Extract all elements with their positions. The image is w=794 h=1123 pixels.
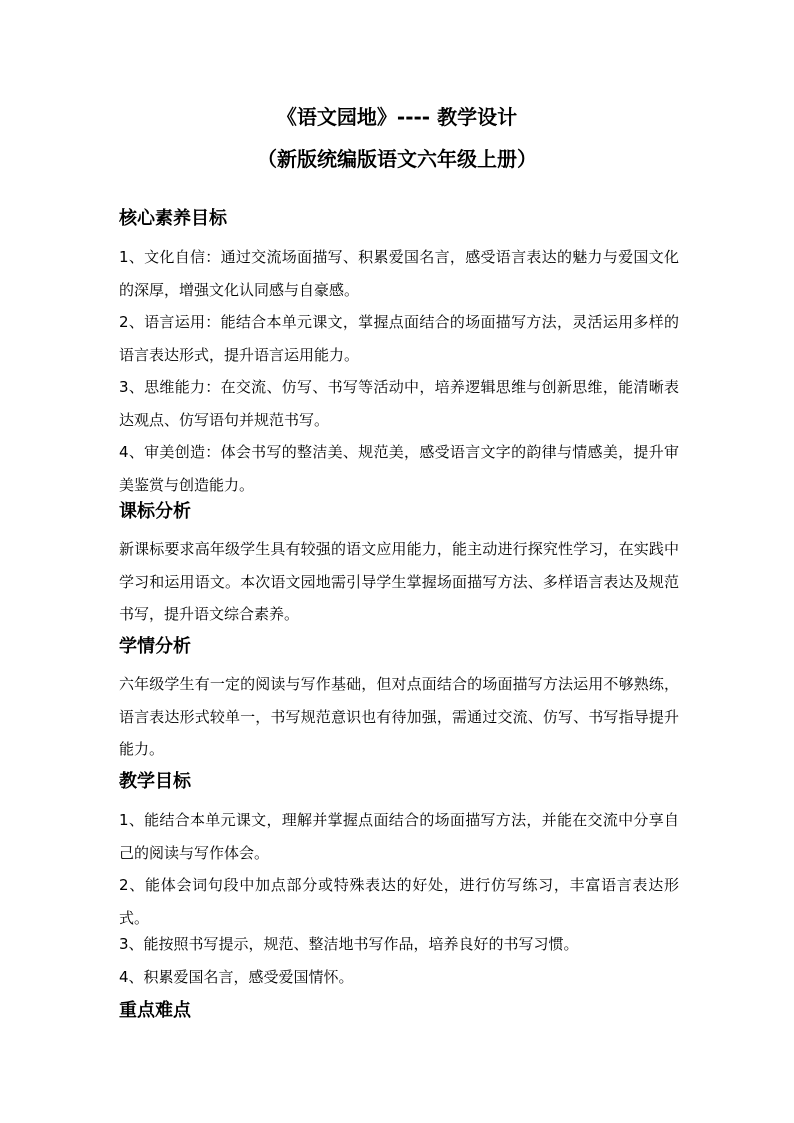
paragraph-teaching-goal-3: 3、能按照书写提示，规范、整洁地书写作品，培养良好的书写习惯。	[119, 935, 579, 953]
paragraph-core-literacy-3: 3、思维能力：在交流、仿写、书写等活动中，培养逻辑思维与创新思维，能清晰表达观点、仿写语句并规范书写。	[119, 378, 679, 429]
paragraph-teaching-goal-1: 1、能结合本单元课文，理解并掌握点面结合的场面描写方法，并能在交流中分享自己的阅读与写作体会。	[119, 811, 679, 862]
paragraph-core-literacy-4: 4、审美创造：体会书写的整洁美、规范美，感受语言文字的韵律与情感美，提升审美鉴赏与创造能力。	[119, 443, 679, 494]
document-title: 《语文园地》---- 教学设计	[276, 105, 518, 129]
section-heading-core-literacy: 核心素养目标	[119, 208, 227, 229]
document-subtitle: （新版统编版语文六年级上册）	[257, 147, 537, 171]
section-heading-student-analysis: 学情分析	[119, 636, 191, 657]
paragraph-core-literacy-2: 2、语言运用：能结合本单元课文，掌握点面结合的场面描写方法，灵活运用多样的语言表达形式，提升语言运用能力。	[119, 313, 679, 364]
paragraph-teaching-goal-2: 2、能体会词句段中加点部分或特殊表达的好处，进行仿写练习，丰富语言表达形式。	[119, 876, 679, 927]
section-heading-teaching-goals: 教学目标	[119, 771, 191, 792]
section-heading-curriculum-analysis: 课标分析	[119, 501, 191, 522]
paragraph-curriculum-analysis: 新课标要求高年级学生具有较强的语文应用能力，能主动进行探究性学习，在实践中学习和运用语文。本次语文园地需引导学生掌握场面描写方法、多样语言表达及规范书写，提升语文综合素养。	[119, 540, 679, 623]
section-heading-key-difficulties: 重点难点	[119, 1000, 191, 1021]
paragraph-student-analysis: 六年级学生有一定的阅读与写作基础，但对点面结合的场面描写方法运用不够熟练，语言表达形式较单一，书写规范意识也有待加强，需通过交流、仿写、书写指导提升能力。	[119, 675, 679, 758]
paragraph-teaching-goal-4: 4、积累爱国名言，感受爱国情怀。	[119, 968, 354, 986]
paragraph-core-literacy-1: 1、文化自信：通过交流场面描写、积累爱国名言，感受语言表达的魅力与爱国文化的深厚，增强文化认同感与自豪感。	[119, 248, 679, 299]
